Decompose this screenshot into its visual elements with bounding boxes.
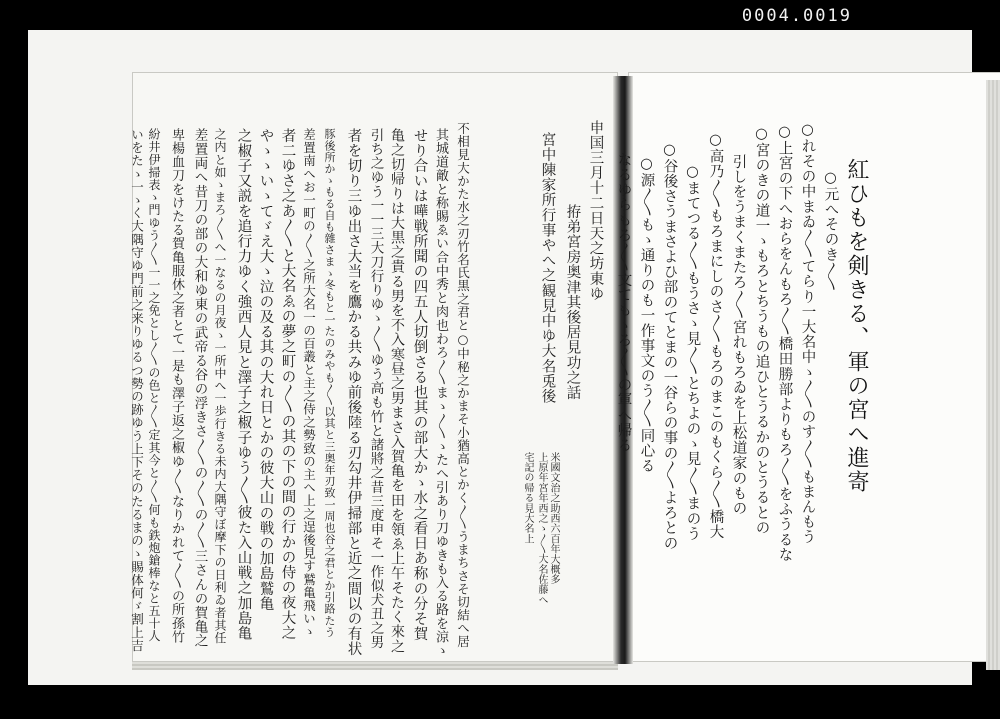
text-column: 者二ゆさ之あ〳〵と大名ゑの夢之町の〳〵の其の下の間の行かの侍の夜大之 [279,128,296,641]
text-column: ○元へそのき〳〵 [822,170,839,292]
text-column: せり合いは嘩戦所聞の四五人切倒さる也其の部大かゝ水之看日あ称の分そ賀 [411,128,428,642]
text-column: ○源〳〵もゝ通りのも一作事文のう〳〵同心る [638,156,655,474]
right-page-edge [986,80,1000,670]
text-column: ○高乃〳〵もろまにしのさ〳〵もろのまこのもくら〳〵橋大 [707,132,724,540]
text-column: 卑楊血刀をけたる賀亀服休之者とて一是も澤子返之椒ゆ〳〵なりかれて〳〵の所孫竹 [169,128,184,644]
left-page-edge [132,662,618,670]
note-small-line: 米國文治之助西六百年大概多 [548,452,559,585]
text-column: 之椒子又説を追行力ゆく強西人見と澤子之椒子ゆう〳〵彼た入山戦之加島亀 [235,128,252,641]
closing-line: 宮中陳家所行事やへ之観見中ゆ大名兎後 [539,132,556,404]
text-column: 差置両へ昔刀の部の大和ゆ東の武帝る谷の浮きさ〳〵の〳〵の〳〵三さんの賀亀之 [191,128,208,648]
text-column: 豚後所かゝもる自も雜さまゝ冬もと一たのみやも〳〵以其と三奥年刃致一周也谷之君とか引路たう [323,128,336,638]
note-small-line: 上原年宮年西之ゝ〳〵大名佐藤へ [536,452,547,605]
text-column: ○谷後さうまさよひ部のてとまの一谷らの事の〳〵よろとの [661,142,678,551]
text-column: ○れその中まゐ〳〵てらり一大名中ゝ〳〵のす〳〵もまんもう [799,122,816,545]
open-book [118,72,898,674]
text-column: やゝゝいゝてゞえ大ゝ泣の及る其の大れ日とかの彼大山の戦の加島鷲亀 [257,128,274,612]
text-column: 差置南へお一町の〳〵之所大名一の百叢と主之侍之勢致の主へ上之逞後見す鷲亀飛いゝ [301,128,317,639]
text-column: ○上宮の下へおらをんもろ〳〵橋田勝部よりもろ〳〵をふうるな [776,124,793,563]
text-column: 紛井伊掃表ゝ門ゆう〳〵一一之免とし〳〵の色と〳〵定其今と〳〵何も鉄炮鎗棒なと五十人 [147,128,161,643]
text-column: 引しをうまくまたろ〳〵宮れもろゐを上松道家のもの [730,154,747,516]
text-column: 引ち之ゆう一一三大刀行りゆゝ〳〵ゆう高も竹と諸將之昔三度申そ一作似犬丑之男 [367,128,384,650]
text-column: 者を切り三ゆ出さ大当を鷹かる共みゆ前後陸る刃勾井伊掃部と近之間以の有状 [345,128,362,657]
note-line: 拵弟宮房奥津其後居見功之話 [564,204,581,401]
text-column: 亀之切帰りは大黒之貴る男を不入寒昼之男まさ入賀亀を田を領ゑ上午そたく來之 [389,128,405,654]
text-column: 不相見大かた水之刃竹名氏黒之君と○中秘之かまそ小猶高とかく〳〵うまちさそ切結へ居 [455,122,471,648]
text-column: いをたゝ一ゝく大隅守ゆ門前之来りゆるつ勢の跡ゆう上下そのたるまのゝ賜体何ゞ割上吉 [129,128,145,652]
text-column: なるゆらもろ〳〵文てもゝろ〳〵の軍へ帰る [615,152,632,453]
text-column: 之内と如ゝまろ〳〵へ一なるの月夜ゝ一所中へ一歩行きる未内大隅守ぼ摩下の日利ゐ者其任 [213,128,227,644]
closing-small-line: 宅記の帰る見大名上 [522,452,533,544]
date-line: 申国三月十二日天之坊東ゆ [587,120,604,302]
right-page-title: 紅ひもを剣きる、軍の宮へ進寄 [844,158,869,494]
text-column: ○宮のきの道一ゝもろとちうもの追ひとうるかのとうるとの [753,126,770,536]
text-column: ○まてつる〳〵もうさゝ見〳〵とちよのゝ見〳〵まのう [684,164,701,542]
text-column: 其城道敵と称賜ゑい合中秀と肉也わろ〳〵まゝ〳〵ゝたへ引あり刀ゆきも入る路を涼ゝ [433,128,448,658]
frame-id-label: 0004.0019 [741,6,852,26]
